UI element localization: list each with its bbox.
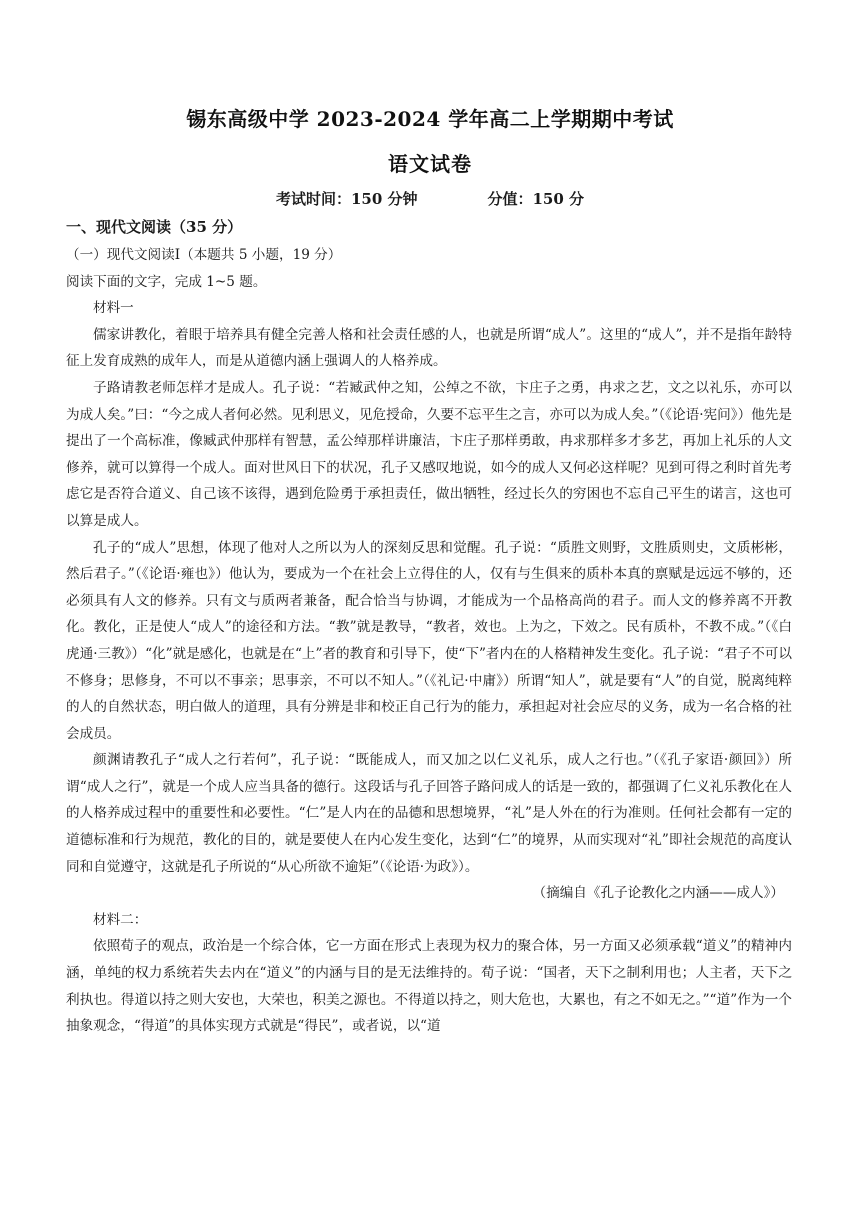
material1-paragraph: 儒家讲教化，着眼于培养具有健全完善人格和社会责任感的人，也就是所谓“成人”。这里的“成人”，并不是指年龄特征上发育成熟的成年人，而是从道德内涵上强调人的人格养成。	[66, 326, 792, 370]
instruction: 阅读下面的文字，完成 1~5 题。	[66, 273, 267, 290]
material1-paragraph: 颜渊请教孔子“成人之行若何”，孔子说：“既能成人，而又加之以仁义礼乐，成人之行也。”（《孔子家语·颜回》）所谓“成人之行”，就是一个成人应当具备的德行。这段话与孔子回答子路问成人的话是一致的，都强调了仁义礼乐教化在人的人格养成过程中的重要性和必要性。“仁”是人内在的品德和思想境界，“礼”是人外在的行为准则。任何社会都有一定的道德标准和行为规范，教化的目的，就是要使人在内心发生变化，达到“仁”的境界，从而实现对“礼”即社会规范的高度认同和自觉遵守，这就是孔子所说的“从心所欲不逾矩”（《论语·为政》）。	[66, 752, 792, 875]
exam-score: 分值：150 分	[487, 190, 585, 208]
reading-body	[66, 242, 792, 1040]
page-subtitle: 语文试卷	[388, 152, 472, 176]
material2-label: 材料二：	[93, 911, 148, 928]
section-heading: 一、现代文阅读（35 分）	[66, 218, 243, 236]
material1-source: （摘编自《孔子论教化之内涵——成人》）	[532, 885, 784, 902]
part-label: （一）现代文阅读Ⅰ（本题共 5 小题，19 分）	[66, 247, 342, 263]
page-title: 锡东高级中学 2023-2024 学年高二上学期期中考试	[186, 107, 674, 131]
material2-paragraph: 依照荀子的观点，政治是一个综合体，它一方面在形式上表现为权力的聚合体，另一方面又必须承载“道义”的精神内涵，单纯的权力系统若失去内在“道义”的内涵与目的是无法维持的。荀子说：“国者，天下之制利用也；人主者，天下之利执也。得道以持之则大安也，大荣也，积美之源也。不得道以持之，则大危也，大累也，有之不如无之。”“道”作为一个抽象观念，“得道”的具体实现方式就是“得民”，或者说，以“道	[66, 938, 792, 1035]
exam-time: 考试时间：150 分钟	[275, 190, 418, 208]
material1-label: 材料一	[93, 300, 134, 317]
exam-info	[0, 188, 860, 209]
material1-paragraph: 子路请教老师怎样才是成人。孔子说：“若臧武仲之知，公绰之不欲，卞庄子之勇，冉求之艺，文之以礼乐，亦可以为成人矣。”曰：“今之成人者何必然。见利思义，见危授命，久要不忘平生之言，亦可以为成人矣。”（《论语·宪问》）他先是提出了一个高标准，像臧武仲那样有智慧，孟公绰那样讲廉洁，卞庄子那样勇敢，冉求那样多才多艺，再加上礼乐的人文修养，就可以算得一个成人。面对世风日下的状况，孔子又感叹地说，如今的成人又何必这样呢？见到可得之利时首先考虑它是否符合道义、自己该不该得，遇到危险勇于承担责任，做出牺牲，经过长久的穷困也不忘自己平生的诺言，这也可以算是成人。	[66, 379, 792, 529]
material1-paragraph: 孔子的“成人”思想，体现了他对人之所以为人的深刻反思和觉醒。孔子说：“质胜文则野，文胜质则史，文质彬彬，然后君子。”（《论语·雍也》）他认为，要成为一个在社会上立得住的人，仅有与生俱来的质朴本真的禀赋是远远不够的，还必须具有人文的修养。只有文与质两者兼备，配合恰当与协调，才能成为一个品格高尚的君子。而人文的修养离不开教化。教化，正是使人“成人”的途径和方法。“教”就是教导，“教者，效也。上为之，下效之。民有质朴，不教不成。”（《白虎通·三教》）“化”就是感化，也就是在“上”者的教育和引导下，使“下”者内在的人格精神发生变化。孔子说：“君子不可以不修身；思修身，不可以不事亲；思事亲，不可以不知人。”（《礼记·中庸》）所谓“知人”，就是要有“人”的自觉，脱离纯粹的人的自然状态，明白做人的道理，具有分辨是非和校正自己行为的能力，承担起对社会应尽的义务，成为一名合格的社会成员。	[66, 539, 792, 742]
